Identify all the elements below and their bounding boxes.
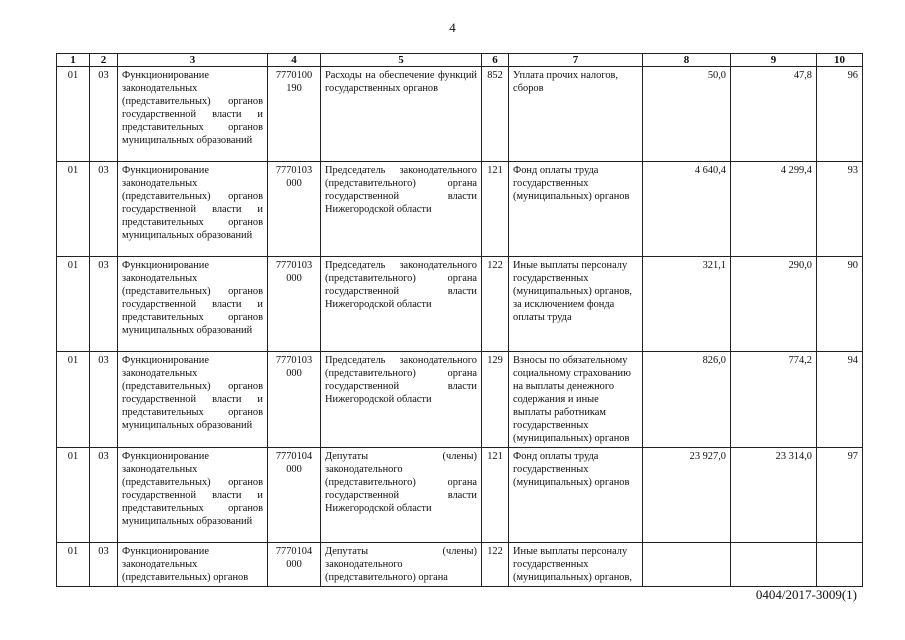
target-article-name: Депутаты (члены) законодательного (представительного) органа	[321, 543, 482, 587]
planned-amount: 23 927,0	[643, 448, 731, 543]
section-code: 01	[57, 543, 90, 587]
planned-amount	[643, 543, 731, 587]
table-row	[57, 257, 863, 352]
budget-table	[56, 53, 863, 587]
section-code: 01	[57, 162, 90, 257]
subsection-code: 03	[90, 67, 118, 162]
header-cell-2: 2	[90, 54, 118, 67]
table-row	[57, 162, 863, 257]
header-cell-1: 1	[57, 54, 90, 67]
document-code: 0404/2017-3009(1)	[755, 587, 857, 602]
section-code: 01	[57, 67, 90, 162]
target-article-name: Депутаты (члены) законодательного (представительного) органа государственной власти Нижегородской области	[321, 448, 482, 543]
section-code: 01	[57, 448, 90, 543]
target-article-name: Председатель законодательного (представительного) органа государственной власти Нижегородской области	[321, 162, 482, 257]
subsection-name: Функционирование законодательных (представительных) органов государственной власти и представительных органов муниципальных образований	[118, 352, 268, 448]
header-cell-6: 6	[482, 54, 509, 67]
planned-amount: 50,0	[643, 67, 731, 162]
header-cell-4: 4	[268, 54, 321, 67]
expense-type-code: 122	[482, 543, 509, 587]
target-article-name: Председатель законодательного (представительного) органа государственной власти Нижегородской области	[321, 257, 482, 352]
target-article-code: 7770104 000	[268, 543, 321, 587]
table-row	[57, 352, 863, 448]
execution-percent: 96	[817, 67, 863, 162]
planned-amount: 826,0	[643, 352, 731, 448]
expense-type-name: Уплата прочих налогов, сборов	[509, 67, 643, 162]
target-article-code: 7770103 000	[268, 352, 321, 448]
expense-type-name: Фонд оплаты труда государственных (муниципальных) органов	[509, 162, 643, 257]
expense-type-name: Фонд оплаты труда государственных (муниципальных) органов	[509, 448, 643, 543]
actual-amount: 290,0	[731, 257, 817, 352]
planned-amount: 321,1	[643, 257, 731, 352]
expense-type-code: 852	[482, 67, 509, 162]
execution-percent: 94	[817, 352, 863, 448]
actual-amount: 774,2	[731, 352, 817, 448]
table-row	[57, 543, 863, 587]
section-code: 01	[57, 257, 90, 352]
subsection-name: Функционирование законодательных (представительных) органов государственной власти и представительных органов муниципальных образований	[118, 257, 268, 352]
actual-amount: 4 299,4	[731, 162, 817, 257]
subsection-name: Функционирование законодательных (представительных) органов государственной власти и представительных органов муниципальных образований	[118, 67, 268, 162]
expense-type-code: 121	[482, 162, 509, 257]
execution-percent: 93	[817, 162, 863, 257]
subsection-code: 03	[90, 448, 118, 543]
header-cell-3: 3	[118, 54, 268, 67]
subsection-name: Функционирование законодательных (представительных) органов государственной власти и представительных органов муниципальных образований	[118, 162, 268, 257]
header-cell-8: 8	[643, 54, 731, 67]
execution-percent	[817, 543, 863, 587]
header-row	[57, 54, 863, 67]
expense-type-code: 122	[482, 257, 509, 352]
subsection-code: 03	[90, 162, 118, 257]
table-row	[57, 67, 863, 162]
target-article-code: 7770100 190	[268, 67, 321, 162]
actual-amount: 23 314,0	[731, 448, 817, 543]
subsection-code: 03	[90, 257, 118, 352]
expense-type-code: 121	[482, 448, 509, 543]
table-row	[57, 448, 863, 543]
subsection-code: 03	[90, 543, 118, 587]
target-article-name: Расходы на обеспечение функций государственных органов	[321, 67, 482, 162]
subsection-name: Функционирование законодательных (представительных) органов	[118, 543, 268, 587]
expense-type-name: Иные выплаты персоналу государственных (муниципальных) органов,	[509, 543, 643, 587]
actual-amount: 47,8	[731, 67, 817, 162]
target-article-code: 7770104 000	[268, 448, 321, 543]
target-article-code: 7770103 000	[268, 257, 321, 352]
execution-percent: 90	[817, 257, 863, 352]
target-article-name: Председатель законодательного (представительного) органа государственной власти Нижегородской области	[321, 352, 482, 448]
target-article-code: 7770103 000	[268, 162, 321, 257]
planned-amount: 4 640,4	[643, 162, 731, 257]
section-code: 01	[57, 352, 90, 448]
actual-amount	[731, 543, 817, 587]
subsection-code: 03	[90, 352, 118, 448]
header-cell-10: 10	[817, 54, 863, 67]
execution-percent: 97	[817, 448, 863, 543]
subsection-name: Функционирование законодательных (представительных) органов государственной власти и представительных органов муниципальных образований	[118, 448, 268, 543]
expense-type-name: Иные выплаты персоналу государственных (муниципальных) органов, за исключением фонда оплаты труда	[509, 257, 643, 352]
expense-type-code: 129	[482, 352, 509, 448]
header-cell-9: 9	[731, 54, 817, 67]
header-cell-5: 5	[321, 54, 482, 67]
expense-type-name: Взносы по обязательному социальному страхованию на выплаты денежного содержания и иные выплаты работникам государственных (муниципальных) органов	[509, 352, 643, 448]
header-cell-7: 7	[509, 54, 643, 67]
page-number: 4	[449, 20, 456, 35]
